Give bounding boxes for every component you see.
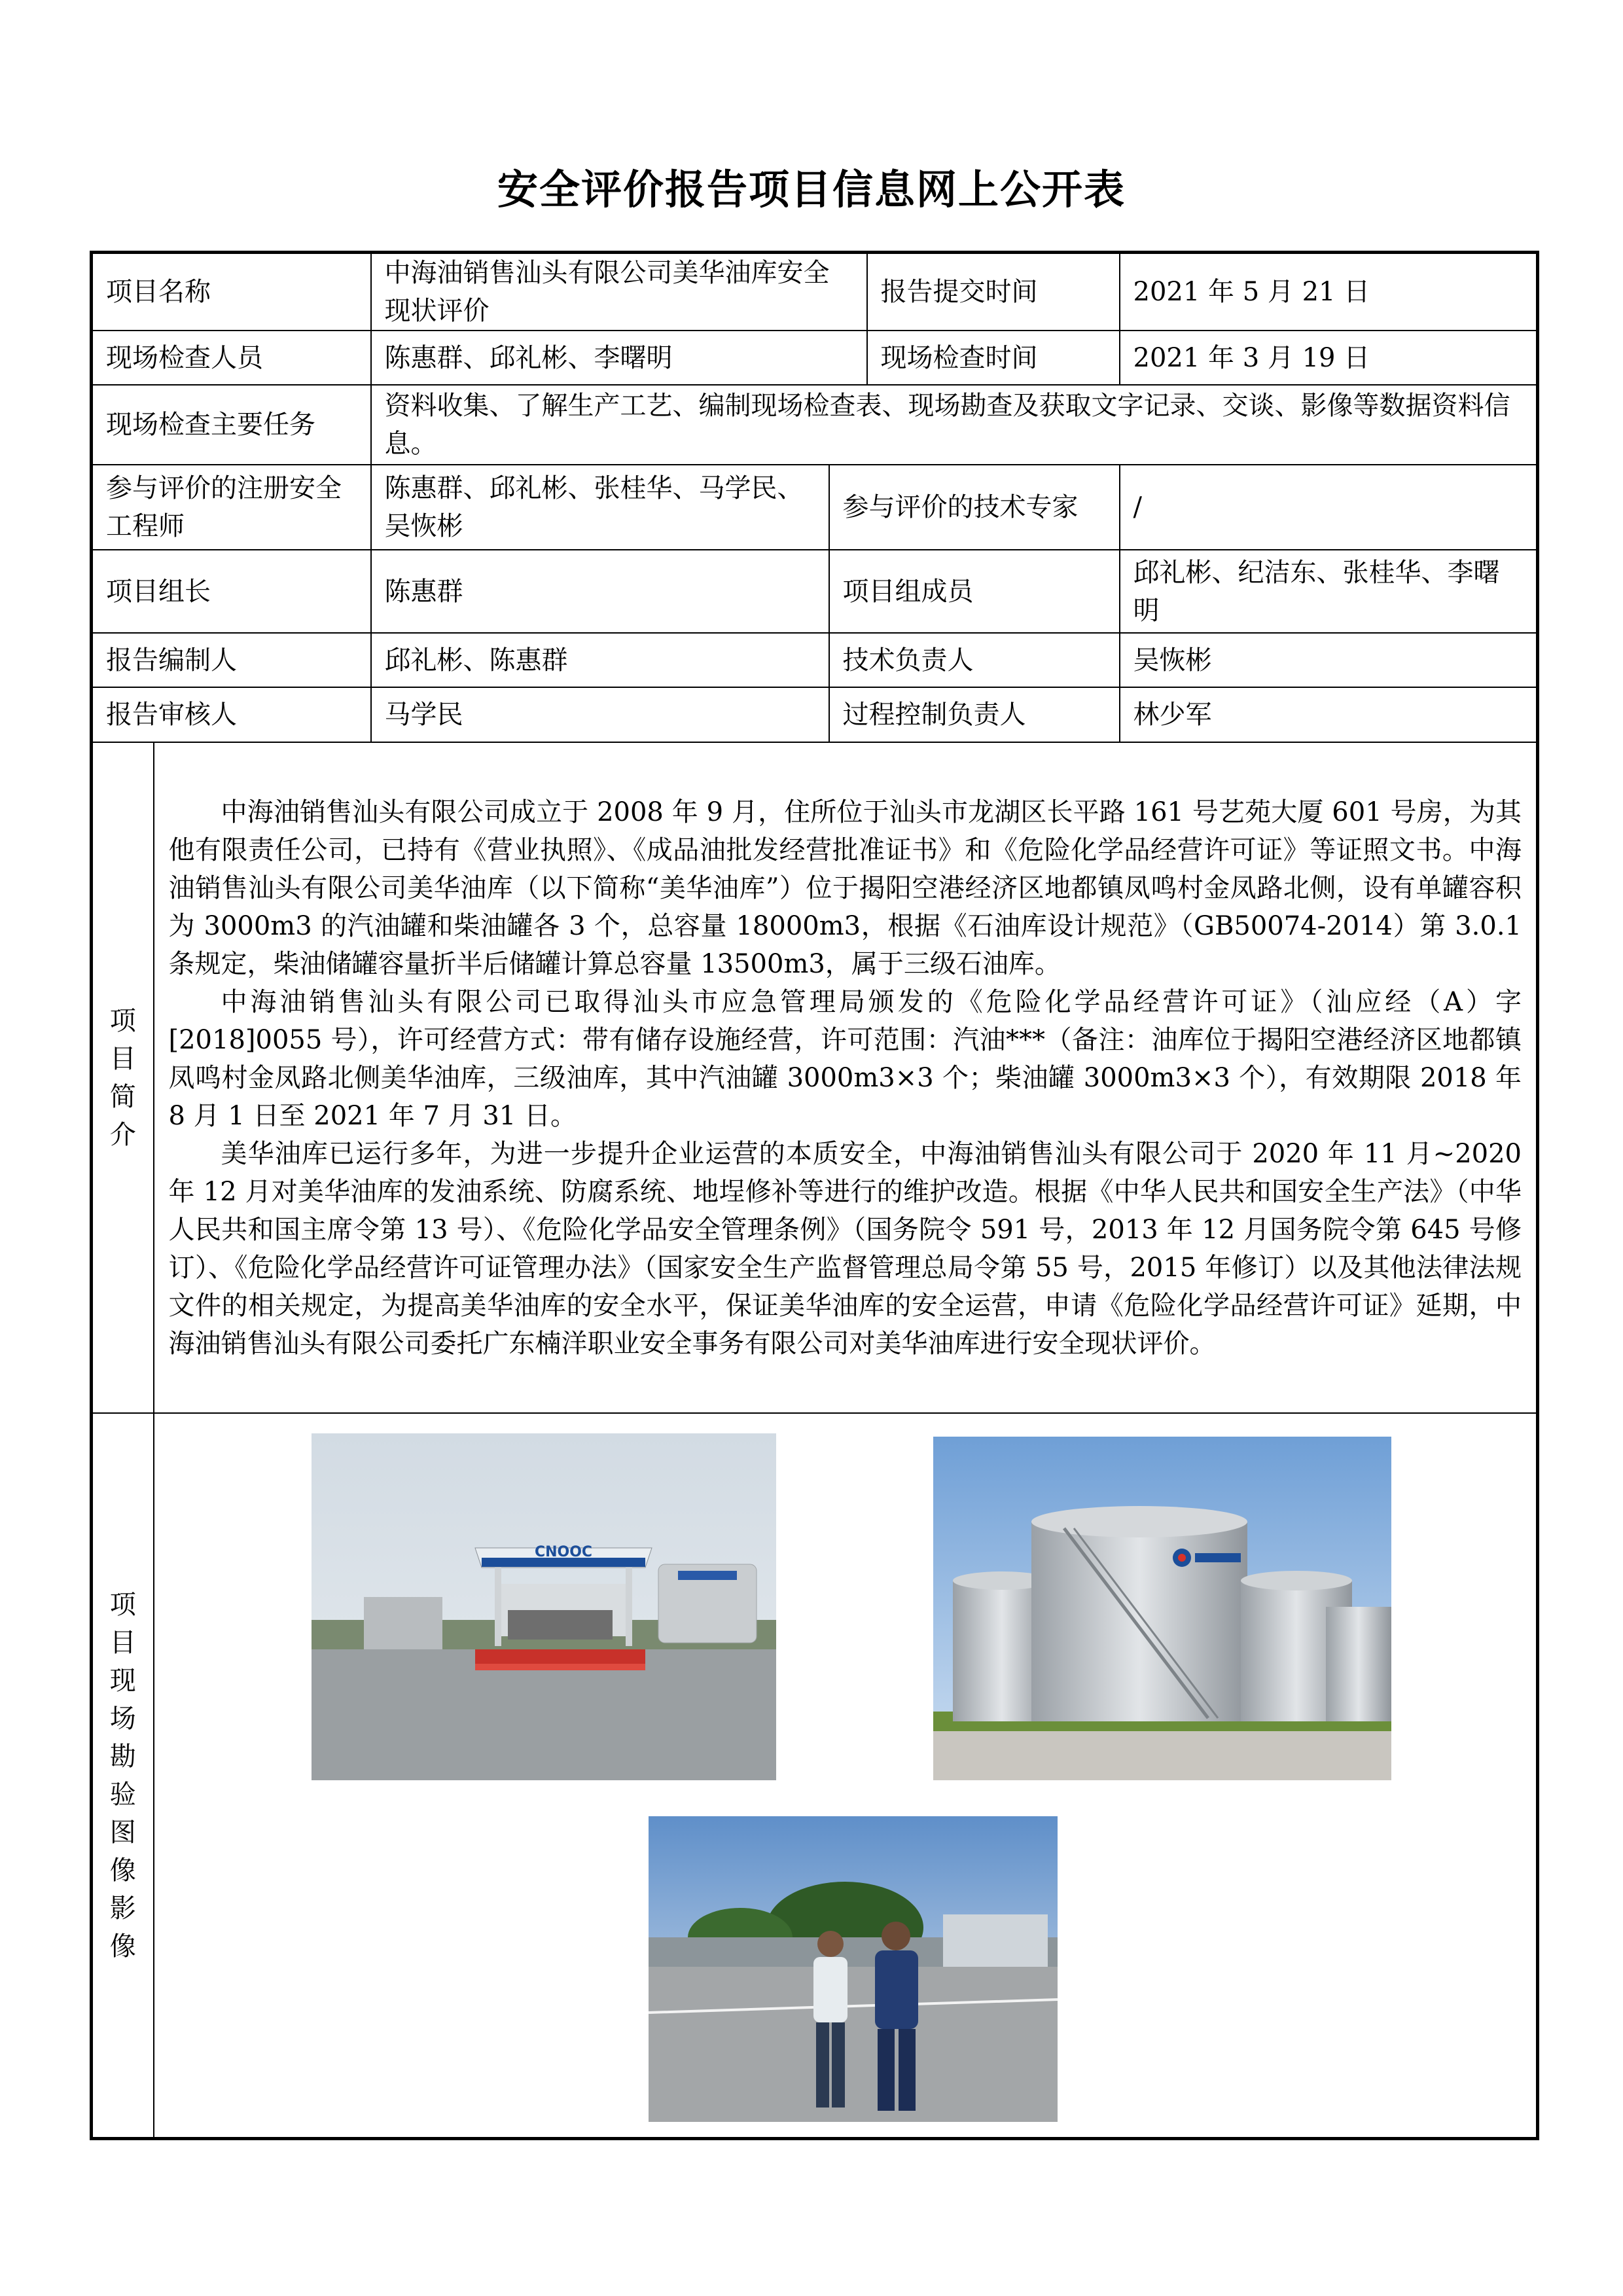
page-title: 安全评价报告项目信息网上公开表 (497, 166, 1126, 213)
value-reviewer: 马学民 (371, 687, 829, 742)
value-tech-lead: 吴恢彬 (1120, 633, 1538, 687)
label-team-members: 项目组成员 (829, 550, 1120, 633)
value-experts: / (1120, 465, 1538, 550)
intro-paragraph: 中海油销售汕头有限公司已取得汕头市应急管理局颁发的《危险化学品经营许可证》（汕应经（A）字[2018]0055 号），许可经营方式：带有储存设施经营，许可范围：汽油***（备注：油库位于揭阳空港经济区地都镇凤鸣村金凤路北侧美华油库，三级油库，其中汽油罐 3000m3×3 个；柴油罐 3000m3×3 个），有效期限 2018 年 8 月 1 日至 2021 年 7 月 31 日。 (168, 986, 1522, 1131)
label-project-name: 项目名称 (92, 253, 371, 331)
row-main-tasks (92, 385, 1538, 465)
row-reviewer (92, 687, 1538, 742)
value-main-tasks: 资料收集、了解生产工艺、编制现场检查表、现场勘查及获取文字记录、交谈、影像等数据资料信息。 (371, 385, 1538, 465)
label-inspection-time: 现场检查时间 (867, 331, 1120, 385)
intro-text (154, 742, 1538, 1413)
value-project-name: 中海油销售汕头有限公司美华油库安全现状评价 (371, 253, 867, 331)
label-photos: 项 目 现 场 勘 验 图 像 影 像 (92, 1413, 154, 2139)
label-submit-time: 报告提交时间 (867, 253, 1120, 331)
row-intro (92, 742, 1538, 1413)
canopy-sign: CNOOC (534, 1544, 592, 1560)
value-compiler: 邱礼彬、陈惠群 (371, 633, 829, 687)
row-compiler (92, 633, 1538, 687)
label-intro: 项 目 简 介 (92, 742, 154, 1413)
label-compiler: 报告编制人 (92, 633, 371, 687)
photos-area (154, 1413, 1538, 2139)
row-team-leader (92, 550, 1538, 633)
value-inspectors: 陈惠群、邱礼彬、李曙明 (371, 331, 867, 385)
info-table (90, 251, 1539, 2140)
label-engineers: 参与评价的注册安全工程师 (92, 465, 371, 550)
value-team-members: 邱礼彬、纪洁东、张桂华、李曙明 (1120, 550, 1538, 633)
label-experts: 参与评价的技术专家 (829, 465, 1120, 550)
value-engineers: 陈惠群、邱礼彬、张桂华、马学民、吴恢彬 (371, 465, 829, 550)
row-project-name (92, 253, 1538, 331)
value-submit-time: 2021 年 5 月 21 日 (1120, 253, 1538, 331)
intro-paragraph: 中海油销售汕头有限公司成立于 2008 年 9 月，住所位于汕头市龙湖区长平路 161 号艺苑大厦 601 号房，为其他有限责任公司，已持有《营业执照》、《成品油批发经营批准证书》和《危险化学品经营许可证》等证照文书。中海油销售汕头有限公司美华油库（以下简称“美华油库”）位于揭阳空港经济区地都镇凤鸣村金凤路北侧，设有单罐容积为 3000m3 的汽油罐和柴油罐各 3 个，总容量 18000m3，根据《石油库设计规范》（GB50074-2014）第 3.0.1 条规定，柴油储罐容量折半后储罐计算总容量 13500m3，属于三级石油库。 (168, 797, 1522, 979)
value-inspection-time: 2021 年 3 月 19 日 (1120, 331, 1538, 385)
row-inspectors (92, 331, 1538, 385)
label-inspectors: 现场检查人员 (92, 331, 371, 385)
value-team-leader: 陈惠群 (371, 550, 829, 633)
row-engineers (92, 465, 1538, 550)
label-process-control: 过程控制负责人 (829, 687, 1120, 742)
storage-tanks-photo (933, 1437, 1391, 1780)
intro-paragraph: 美华油库已运行多年，为进一步提升企业运营的本质安全，中海油销售汕头有限公司于 2020 年 11 月~2020 年 12 月对美华油库的发油系统、防腐系统、地埕修补等进行的维护改造。根据《中华人民共和国安全生产法》（中华人民共和国主席令第 13 号）、《危险化学品安全管理条例》（国务院令 591 号，2013 年 12 月国务院令第 645 号修订）、《危险化学品经营许可证管理办法》（国家安全生产监督管理总局令第 55 号，2015 年修订）以及其他法律法规文件的相关规定，为提高美华油库的安全水平，保证美华油库的安全运营，申请《危险化学品经营许可证》延期，中海油销售汕头有限公司委托广东楠洋职业安全事务有限公司对美华油库进行安全现状评价。 (168, 1138, 1522, 1359)
value-process-control: 林少军 (1120, 687, 1538, 742)
label-main-tasks: 现场检查主要任务 (92, 385, 371, 465)
inspectors-photo (649, 1816, 1058, 2122)
label-reviewer: 报告审核人 (92, 687, 371, 742)
label-tech-lead: 技术负责人 (829, 633, 1120, 687)
label-team-leader: 项目组长 (92, 550, 371, 633)
row-photos (92, 1413, 1538, 2139)
loading-station-photo (312, 1433, 776, 1780)
